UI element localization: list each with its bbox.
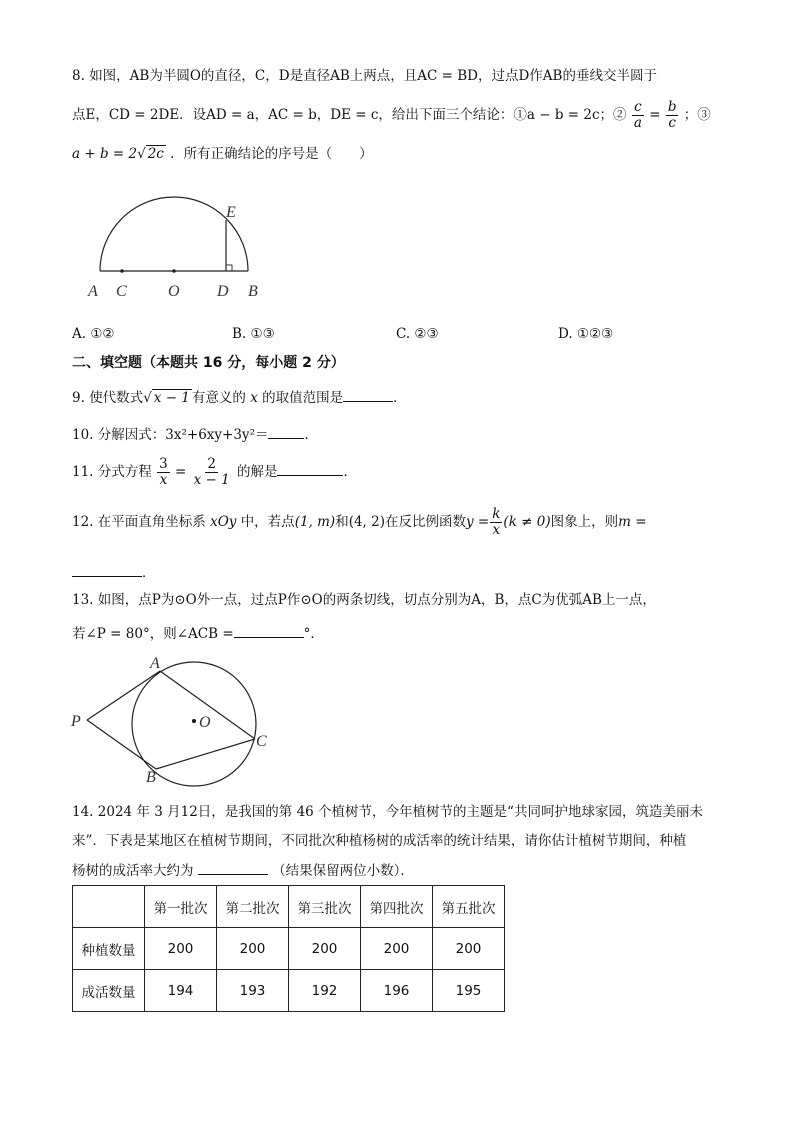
q9-answer-blank[interactable]	[343, 387, 393, 402]
q11: 11. 分式方程 $\frac{3}{x}$ = $\frac{2}{x - 1}$ 的解是 ．	[72, 456, 357, 488]
q8-line2: 点E，CD = 2DE．设AD = a，AC = b，DE = c，给出下面三个结论：①a − b = 2c；② $\frac{c}{a}$ = $\frac{b}{c}$ ；③	[72, 99, 711, 131]
q12-point-2: (4, 2)	[348, 514, 385, 530]
q14-data-table	[72, 885, 505, 1012]
table-cell: 200	[145, 928, 217, 970]
q8-radicand: 2c	[147, 146, 164, 162]
q8-line1	[72, 66, 657, 86]
circle-o	[132, 662, 256, 786]
q8-line2-tail: ；③	[683, 107, 711, 123]
q12-coord-system: xOy	[210, 514, 237, 530]
table-cell: 200	[433, 928, 505, 970]
table-cell: 192	[289, 970, 361, 1012]
q12-point-1: (1, m)	[294, 514, 336, 530]
tangent-pa	[87, 671, 160, 720]
point-c-dot	[120, 269, 124, 273]
section2-heading: 二、填空题（本题共 16 分，每小题 2 分）	[72, 355, 345, 371]
q14-line1	[72, 802, 703, 822]
q14-line2-text: 来”．下表是某地区在植树节期间，不同批次种植杨树的成活率的统计结果，请你估计植树节期间，种植	[72, 833, 687, 849]
q8-line3-text: ．所有正确结论的序号是（ ）	[170, 146, 373, 162]
q8-fraction-b-over-c: $\frac{b}{c}$	[667, 99, 677, 131]
label-o: O	[199, 714, 211, 731]
q8-option-b: B. ①③	[232, 326, 275, 342]
q14-number: 14.	[72, 804, 94, 820]
table-cell: 193	[217, 970, 289, 1012]
q14-line2	[72, 831, 686, 851]
label-a: A	[150, 655, 160, 672]
q13-line1-text: 如图，点P为⊙O外一点，过点P作⊙O的两条切线，切点分别为A，B，点C为优弧AB上一点，	[97, 592, 656, 608]
q8-option-c: C. ②③	[396, 326, 439, 342]
q9-suffix: 的取值范围是	[262, 390, 344, 406]
q8-semicircle-figure	[80, 190, 280, 305]
q12-answer-blank[interactable]	[72, 562, 142, 577]
q10-answer-blank[interactable]	[268, 424, 304, 439]
q11-suffix: 的解是	[236, 464, 278, 480]
q8-option-d: D. ①②③	[558, 326, 614, 342]
table-header-cell: 第四批次	[361, 886, 433, 928]
right-angle-mark	[226, 265, 232, 271]
table-header-cell: 第二批次	[217, 886, 289, 928]
q9-number: 9.	[72, 390, 85, 406]
q8-number: 8.	[72, 68, 85, 84]
label-p: P	[71, 713, 81, 730]
q8-option-a: A. ①②	[72, 326, 115, 342]
tangent-pb	[87, 720, 156, 769]
center-o-dot	[192, 719, 196, 723]
q9-mid: 有意义的	[191, 390, 246, 406]
q8-line3: a + b = 2√ 2c ．所有正确结论的序号是（ ）	[72, 146, 373, 162]
label-c: C	[116, 283, 127, 300]
q11-fraction-left: $\frac{3}{x}$	[159, 456, 168, 488]
q13-line2: 若∠P = 80°，则∠ACB = °．	[72, 623, 324, 644]
q11-fraction-right: $\frac{2}{x - 1}$	[193, 456, 230, 488]
point-o-dot	[172, 269, 176, 273]
table-header-cell	[73, 886, 145, 928]
table-row	[73, 970, 505, 1012]
q10-text: 分解因式：3x²+6xy+3y²＝	[97, 427, 269, 443]
q13-number: 13.	[72, 592, 94, 608]
q9: 9. 使代数式√ x − 1 有意义的 x 的取值范围是 ．	[72, 387, 407, 408]
table-row-label: 种植数量	[73, 928, 145, 970]
q10: 10. 分解因式：3x²+6xy+3y²＝ ．	[72, 424, 318, 445]
table-cell: 200	[217, 928, 289, 970]
table-cell: 200	[361, 928, 433, 970]
label-b: B	[146, 769, 156, 786]
table-header-row	[73, 886, 505, 928]
q9-radicand: x − 1	[153, 390, 190, 406]
table-header-cell: 第五批次	[433, 886, 505, 928]
label-b: B	[248, 283, 258, 300]
label-o: O	[168, 283, 180, 300]
q8-line3-prefix: a + b = 2	[72, 146, 138, 162]
q12-line1: 12. 在平面直角坐标系 xOy 中，若点(1, m)和(4, 2)在反比例函数y = $\frac{k}{x}$ (k ≠ 0)图象上，则m =	[72, 506, 647, 538]
label-a: A	[88, 283, 98, 300]
q12-line2: ．	[72, 562, 156, 583]
q14-line1-text: 2024 年 3 月12日，是我国的第 46 个植树节，今年植树节的主题是“共同呵护地球家园，筑造美丽未	[97, 804, 703, 820]
table-row-label: 成活数量	[73, 970, 145, 1012]
q11-answer-blank[interactable]	[277, 461, 343, 476]
q14-line3	[72, 860, 414, 881]
label-e: E	[226, 204, 236, 221]
q9-var: x	[250, 390, 258, 406]
label-d: D	[217, 283, 229, 300]
q9-prefix: 使代数式	[89, 390, 144, 406]
q12-fraction-k-over-x: $\frac{k}{x}$	[492, 506, 501, 538]
table-cell: 196	[361, 970, 433, 1012]
q8-line1-text: 如图，AB为半圆O的直径，C，D是直径AB上两点，且AC = BD，过点D作AB的垂线交半圆于	[89, 68, 657, 84]
q14-line3-prefix: 杨树的成活率大约为	[72, 863, 194, 879]
table-header-cell: 第一批次	[145, 886, 217, 928]
label-c: C	[256, 733, 267, 750]
table-row	[73, 928, 505, 970]
table-cell: 200	[289, 928, 361, 970]
q8-line2-text: 点E，CD = 2DE．设AD = a，AC = b，DE = c，给出下面三个结论：①a − b = 2c；②	[72, 107, 627, 123]
q14-answer-blank[interactable]	[198, 860, 268, 875]
q13-circle-figure	[66, 652, 276, 787]
table-cell: 194	[145, 970, 217, 1012]
q13-line2-prefix: 若∠P = 80°，则∠ACB =	[72, 626, 234, 642]
table-cell: 195	[433, 970, 505, 1012]
q12-number: 12.	[72, 514, 94, 530]
q13-answer-blank[interactable]	[234, 623, 304, 638]
q14-line3-suffix: （结果保留两位小数）．	[272, 863, 414, 879]
q8-fraction-c-over-a: $\frac{c}{a}$	[633, 99, 642, 131]
table-header-cell: 第三批次	[289, 886, 361, 928]
q11-number: 11.	[72, 464, 94, 480]
q11-prefix: 分式方程	[97, 464, 152, 480]
q13-line1	[72, 590, 656, 610]
q10-number: 10.	[72, 427, 94, 443]
